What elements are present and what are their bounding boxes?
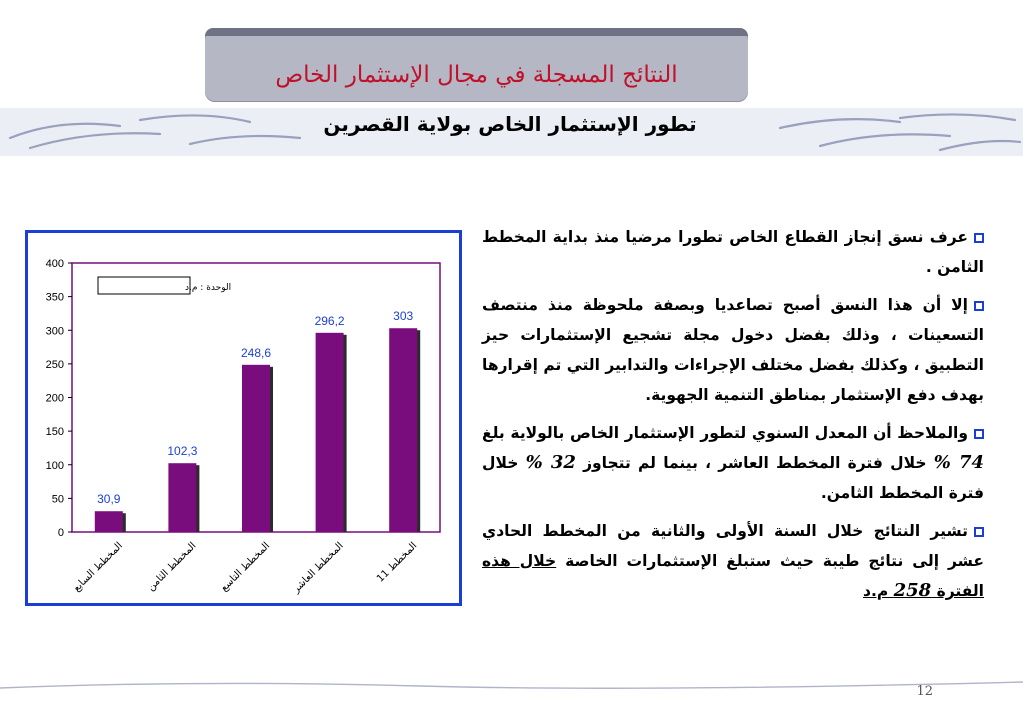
bullet-text: خلال فترة المخطط الثامن. (482, 454, 984, 502)
rate-value: 74 % (933, 452, 984, 473)
title-banner (205, 28, 748, 102)
bar-value-label: 102,3 (167, 444, 198, 459)
bullet-text: تشير النتائج خلال السنة الأولى والثانية من المخطط الحادي عشر إلى نتائج طيبة حيث ستبلغ الإستثمارات الخاصة (482, 522, 984, 570)
y-tick-label: 0 (57, 527, 64, 539)
bullet-text: إلا أن هذا النسق أصبح تصاعديا وبصفة ملحوظة منذ منتصف التسعينات ، وذلك بفضل دخول مجلة تشجيع الإستثمارات حيز التطبيق ، وكذلك بفضل مختلف الإجراءات والتدابير التي تم إقرارها بهدف دفع الإستثمار بمناطق التنمية الجهوية. (482, 296, 984, 404)
bar (316, 333, 344, 532)
y-tick-label: 200 (45, 392, 64, 405)
y-tick-label: 300 (45, 325, 64, 338)
bar (389, 328, 417, 532)
bullet-text: خلال فترة المخطط العاشر ، بينما لم تتجاوز (575, 454, 934, 472)
bullet-text: والملاحظ أن المعدل السنوي لتطور الإستثمار الخاص بالولاية بلغ (482, 424, 968, 442)
bullet-text: عرف نسق إنجاز القطاع الخاص تطورا مرضيا منذ بداية المخطط الثامن . (482, 228, 984, 276)
unit-note: الوحدة : م.د (185, 283, 232, 293)
underlined-text: م.د (863, 582, 894, 600)
x-tick-label: المخطط التاسع (218, 540, 273, 594)
bullet-item-2 (482, 290, 984, 410)
y-tick-label: 400 (45, 258, 64, 270)
bar (168, 463, 196, 532)
y-tick-label: 50 (51, 493, 64, 506)
y-tick-label: 100 (45, 459, 64, 472)
bar-value-label: 248,6 (240, 345, 272, 360)
checkbox-bullet-icon (974, 301, 984, 311)
bar-value-label: 303 (393, 309, 414, 324)
y-tick-label: 250 (45, 358, 64, 371)
bullet-item-4 (482, 516, 984, 606)
page-number: 12 (916, 684, 933, 699)
bullet-item-3 (482, 418, 984, 508)
footer-decoration (0, 676, 1023, 694)
underlined-text: خلال هذه الفترة (482, 552, 984, 600)
rate-value: 32 % (525, 452, 576, 473)
y-tick-label: 150 (45, 426, 64, 439)
checkbox-bullet-icon (974, 527, 984, 537)
unit-note-box (98, 277, 190, 294)
bar-chart (25, 230, 462, 606)
bar-value-label: 30,9 (97, 492, 121, 507)
amount-value: 258 (893, 580, 932, 601)
x-tick-label: المخطط العاشر (290, 540, 346, 596)
y-tick-label: 350 (45, 291, 64, 304)
bullet-item-1 (482, 222, 984, 282)
bar-value-label: 296,2 (314, 313, 345, 328)
x-tick-label: المخطط 11 (375, 540, 420, 585)
bullet-list (482, 222, 984, 614)
x-tick-label: المخطط الثامن (145, 540, 199, 594)
checkbox-bullet-icon (974, 429, 984, 439)
x-tick-label: المخطط السابع (71, 540, 125, 594)
bar (95, 511, 123, 532)
page-title: النتائج المسجلة في مجال الإستثمار الخاص (275, 62, 678, 88)
page-subtitle: تطور الإستثمار الخاص بولاية القصرين (323, 112, 697, 136)
bar (242, 365, 270, 532)
checkbox-bullet-icon (974, 233, 984, 243)
